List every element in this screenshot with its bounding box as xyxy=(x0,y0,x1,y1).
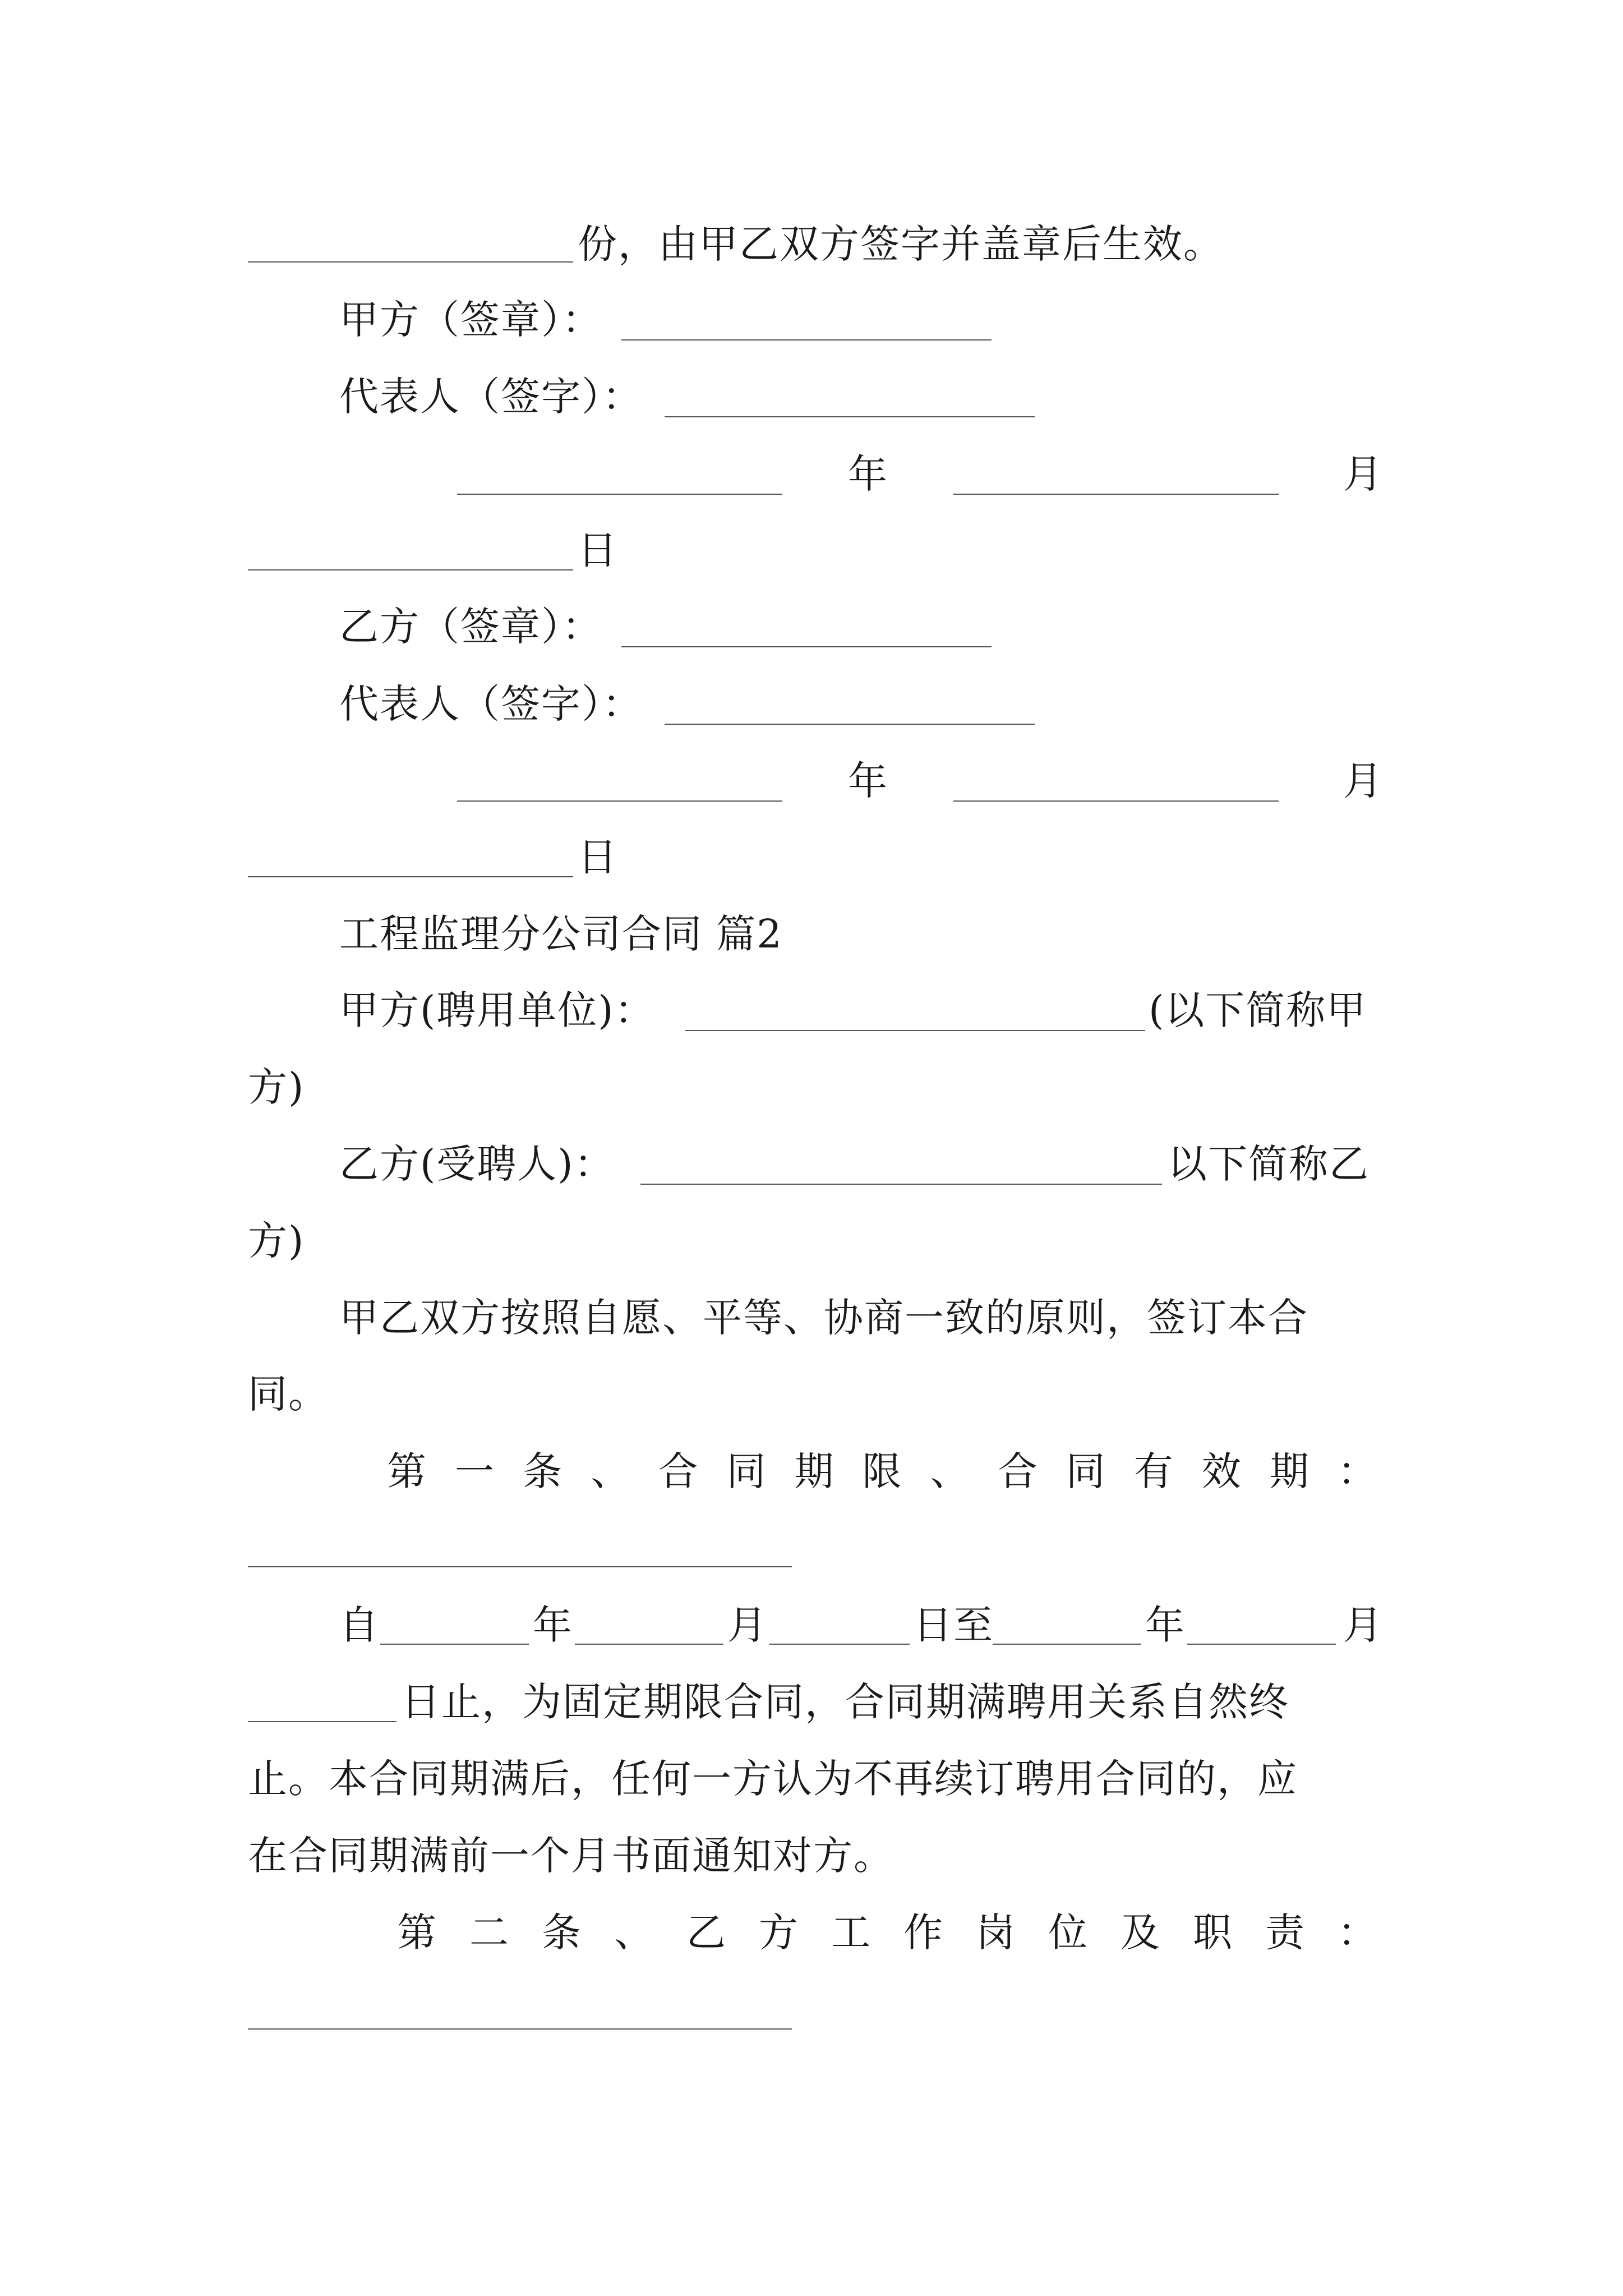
char: 职 xyxy=(1193,1910,1232,1955)
char: ： xyxy=(1337,1448,1377,1494)
blank-line xyxy=(1187,1644,1336,1645)
char: 合 xyxy=(658,1448,698,1494)
char: 作 xyxy=(903,1910,943,1955)
char: 有 xyxy=(1133,1448,1173,1494)
char: 位 xyxy=(1048,1910,1087,1955)
day-label: 日 xyxy=(578,527,618,573)
text-line: 止。本合同期满后，任何一方认为不再续订聘用合同的，应 xyxy=(248,1756,1298,1802)
blank-line xyxy=(457,494,782,495)
text-line: (以下简称甲 xyxy=(1149,987,1367,1033)
char: ： xyxy=(1338,1910,1377,1955)
text-line: 日止，为固定期限合同，合同期满聘用关系自然终 xyxy=(401,1679,1289,1725)
year-label: 年 xyxy=(848,451,888,497)
text-line: 以下简称乙 xyxy=(1168,1141,1370,1187)
char: 一 xyxy=(455,1448,495,1494)
blank-line xyxy=(248,876,573,877)
blank-line xyxy=(457,800,782,802)
char: 同 xyxy=(726,1448,766,1494)
char: 二 xyxy=(469,1910,509,1955)
blank-line xyxy=(380,1644,529,1645)
month-label: 月 xyxy=(1343,758,1384,804)
article-1-heading xyxy=(387,1448,1377,1494)
text-line: 乙方(受聘人)： xyxy=(339,1141,615,1187)
blank-line xyxy=(575,1644,723,1645)
text-line: 方) xyxy=(248,1064,305,1110)
char: 、 xyxy=(930,1448,970,1494)
char: 岗 xyxy=(976,1910,1015,1955)
char: 限 xyxy=(862,1448,902,1494)
month-label: 月 xyxy=(727,1602,768,1648)
char: 乙 xyxy=(686,1910,726,1955)
year-label: 年 xyxy=(533,1602,573,1648)
blank-line xyxy=(953,494,1279,495)
blank-line xyxy=(665,724,1035,725)
char: 同 xyxy=(1066,1448,1105,1494)
text-line: 乙方（签章）： xyxy=(339,604,602,650)
char: 第 xyxy=(397,1910,436,1955)
char: 、 xyxy=(591,1448,630,1494)
year-label: 年 xyxy=(1145,1602,1186,1648)
text-line: 份，由甲乙双方签字并盖章后生效。 xyxy=(578,221,1224,267)
char: 及 xyxy=(1121,1910,1160,1955)
day-label: 日 xyxy=(578,834,618,880)
char: 方 xyxy=(759,1910,798,1955)
text-line: 同。 xyxy=(248,1371,329,1417)
article-2-heading xyxy=(397,1910,1377,1955)
section-heading: 工程监理分公司合同 篇2 xyxy=(339,911,783,957)
blank-line xyxy=(248,1566,792,1567)
char: 效 xyxy=(1201,1448,1241,1494)
char: 、 xyxy=(614,1910,653,1955)
text-line: 甲方（签章）： xyxy=(339,297,602,343)
blank-line xyxy=(248,261,573,263)
blank-line xyxy=(665,416,1035,417)
char: 工 xyxy=(831,1910,870,1955)
text-line: 方) xyxy=(248,1218,305,1264)
blank-line xyxy=(953,800,1279,802)
char: 条 xyxy=(523,1448,562,1494)
month-label: 月 xyxy=(1343,451,1384,497)
text-line: 在合同期满前一个月书面通知对方。 xyxy=(248,1833,894,1879)
month-label: 月 xyxy=(1343,1602,1384,1648)
char: 责 xyxy=(1265,1910,1304,1955)
char: 期 xyxy=(794,1448,834,1494)
text-line: 日至 xyxy=(913,1602,994,1648)
blank-line xyxy=(248,1721,396,1722)
char: 期 xyxy=(1269,1448,1309,1494)
blank-line xyxy=(993,1644,1141,1645)
text-line: 甲乙双方按照自愿、平等、协商一致的原则，签订本合 xyxy=(339,1295,1308,1341)
char: 条 xyxy=(542,1910,581,1955)
char: 第 xyxy=(387,1448,426,1494)
blank-line xyxy=(769,1644,910,1645)
year-label: 年 xyxy=(848,758,888,804)
blank-line xyxy=(248,569,573,570)
blank-line xyxy=(685,1030,1145,1031)
text-line: 代表人（签字）： xyxy=(339,681,643,727)
blank-line xyxy=(621,646,992,647)
text-line: 自 xyxy=(339,1602,380,1648)
text-line: 甲方(聘用单位)： xyxy=(339,987,655,1033)
text-line: 代表人（签字）： xyxy=(339,374,643,420)
blank-line xyxy=(640,1184,1162,1185)
char: 合 xyxy=(998,1448,1038,1494)
blank-line xyxy=(248,2028,792,2030)
blank-line xyxy=(621,339,992,341)
